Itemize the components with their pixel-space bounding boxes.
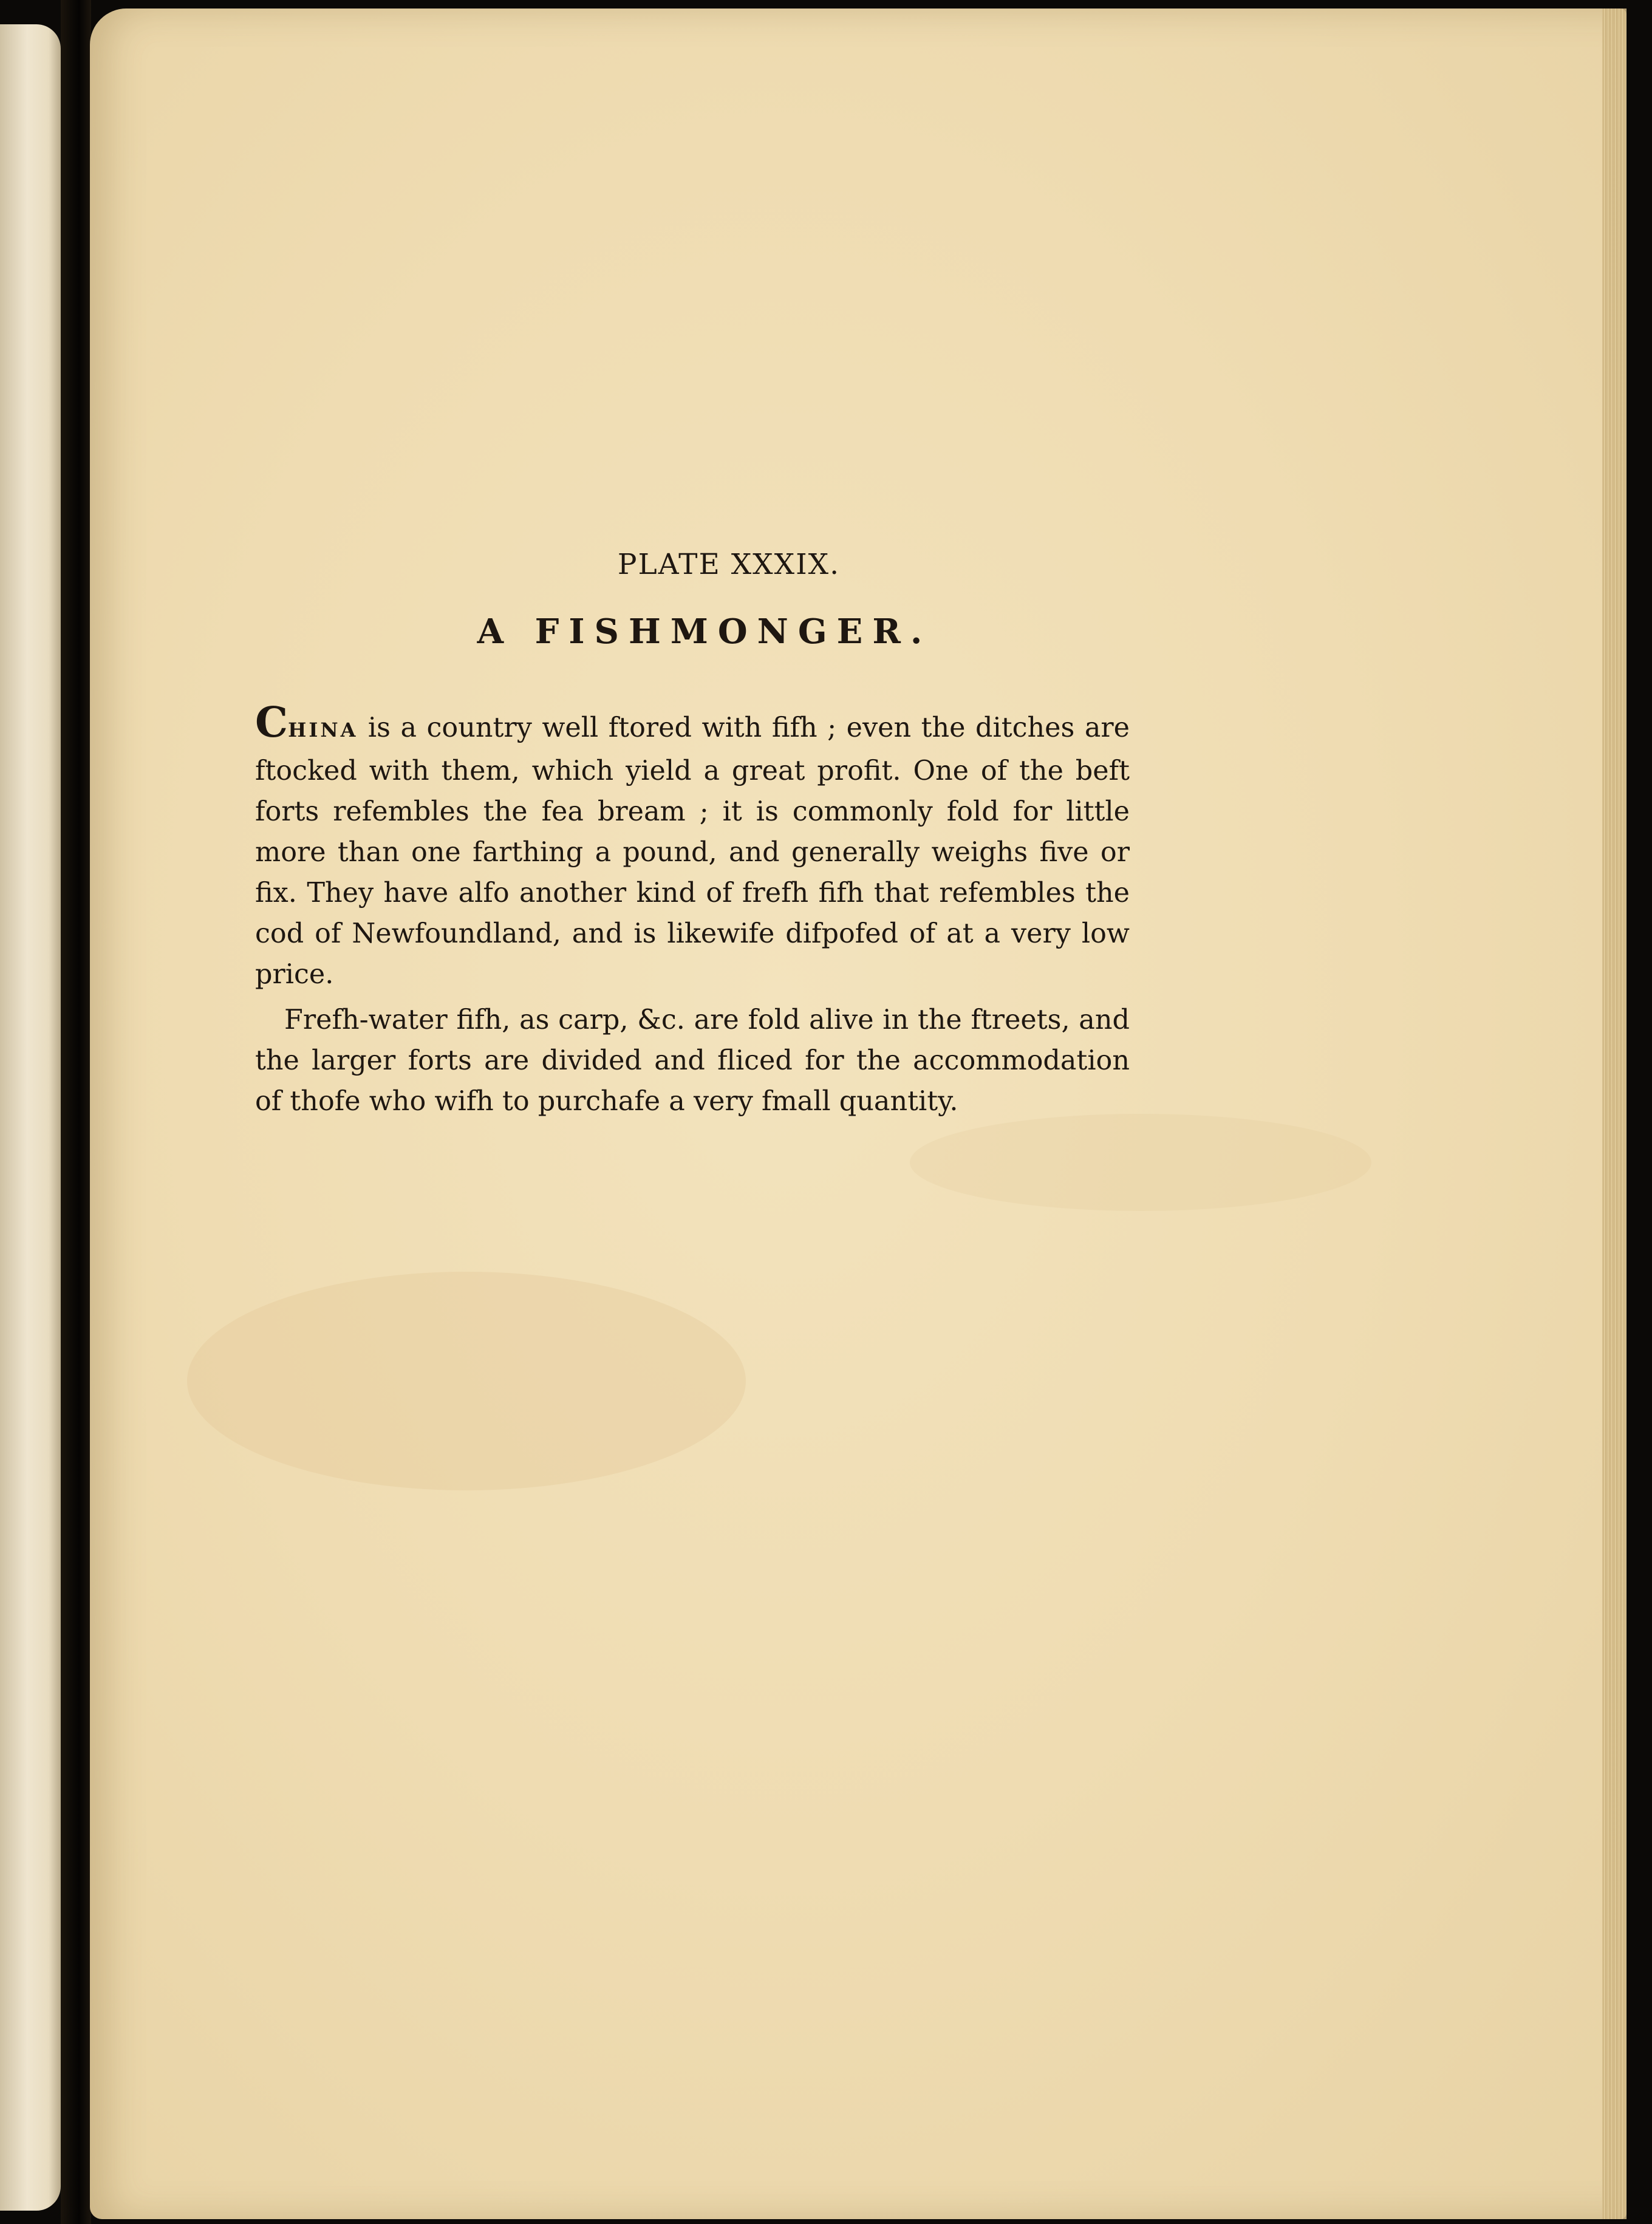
drop-cap: C — [255, 698, 288, 747]
show-through-shadow — [187, 1272, 746, 1490]
page-title: A FISHMONGER. — [477, 612, 932, 652]
plate-number: PLATE XXXIX. — [617, 548, 841, 581]
text-block — [255, 547, 1130, 1122]
book-gutter — [61, 0, 91, 2224]
paragraph-1-text: is a country well ftored with fifh ; even the ditches are ftocked with them, which yield a great profit. One of the beft forts refembles the fea bream ; it is commonly fold for little more than one farthing a pound, and generally weighs five or fix. They have alfo another kind of frefh fifh that refembles the cod of Newfoundland, and is likewife difpofed of at a very low price. — [255, 712, 1130, 990]
paragraph-2: Frefh-water fifh, as carp, &c. are fold alive in the ftreets, and the larger forts are divided and fliced for the accommodation of thofe who wifh to purchafe a very fmall quantity. — [255, 1005, 1130, 1117]
paragraph-1 — [255, 698, 1130, 995]
body-text — [255, 698, 1130, 1122]
lead-small-caps: HINA — [288, 718, 358, 742]
facing-page-edge — [0, 24, 61, 2211]
show-through-shadow — [910, 1114, 1371, 1211]
page-fore-edge — [1602, 9, 1626, 2219]
